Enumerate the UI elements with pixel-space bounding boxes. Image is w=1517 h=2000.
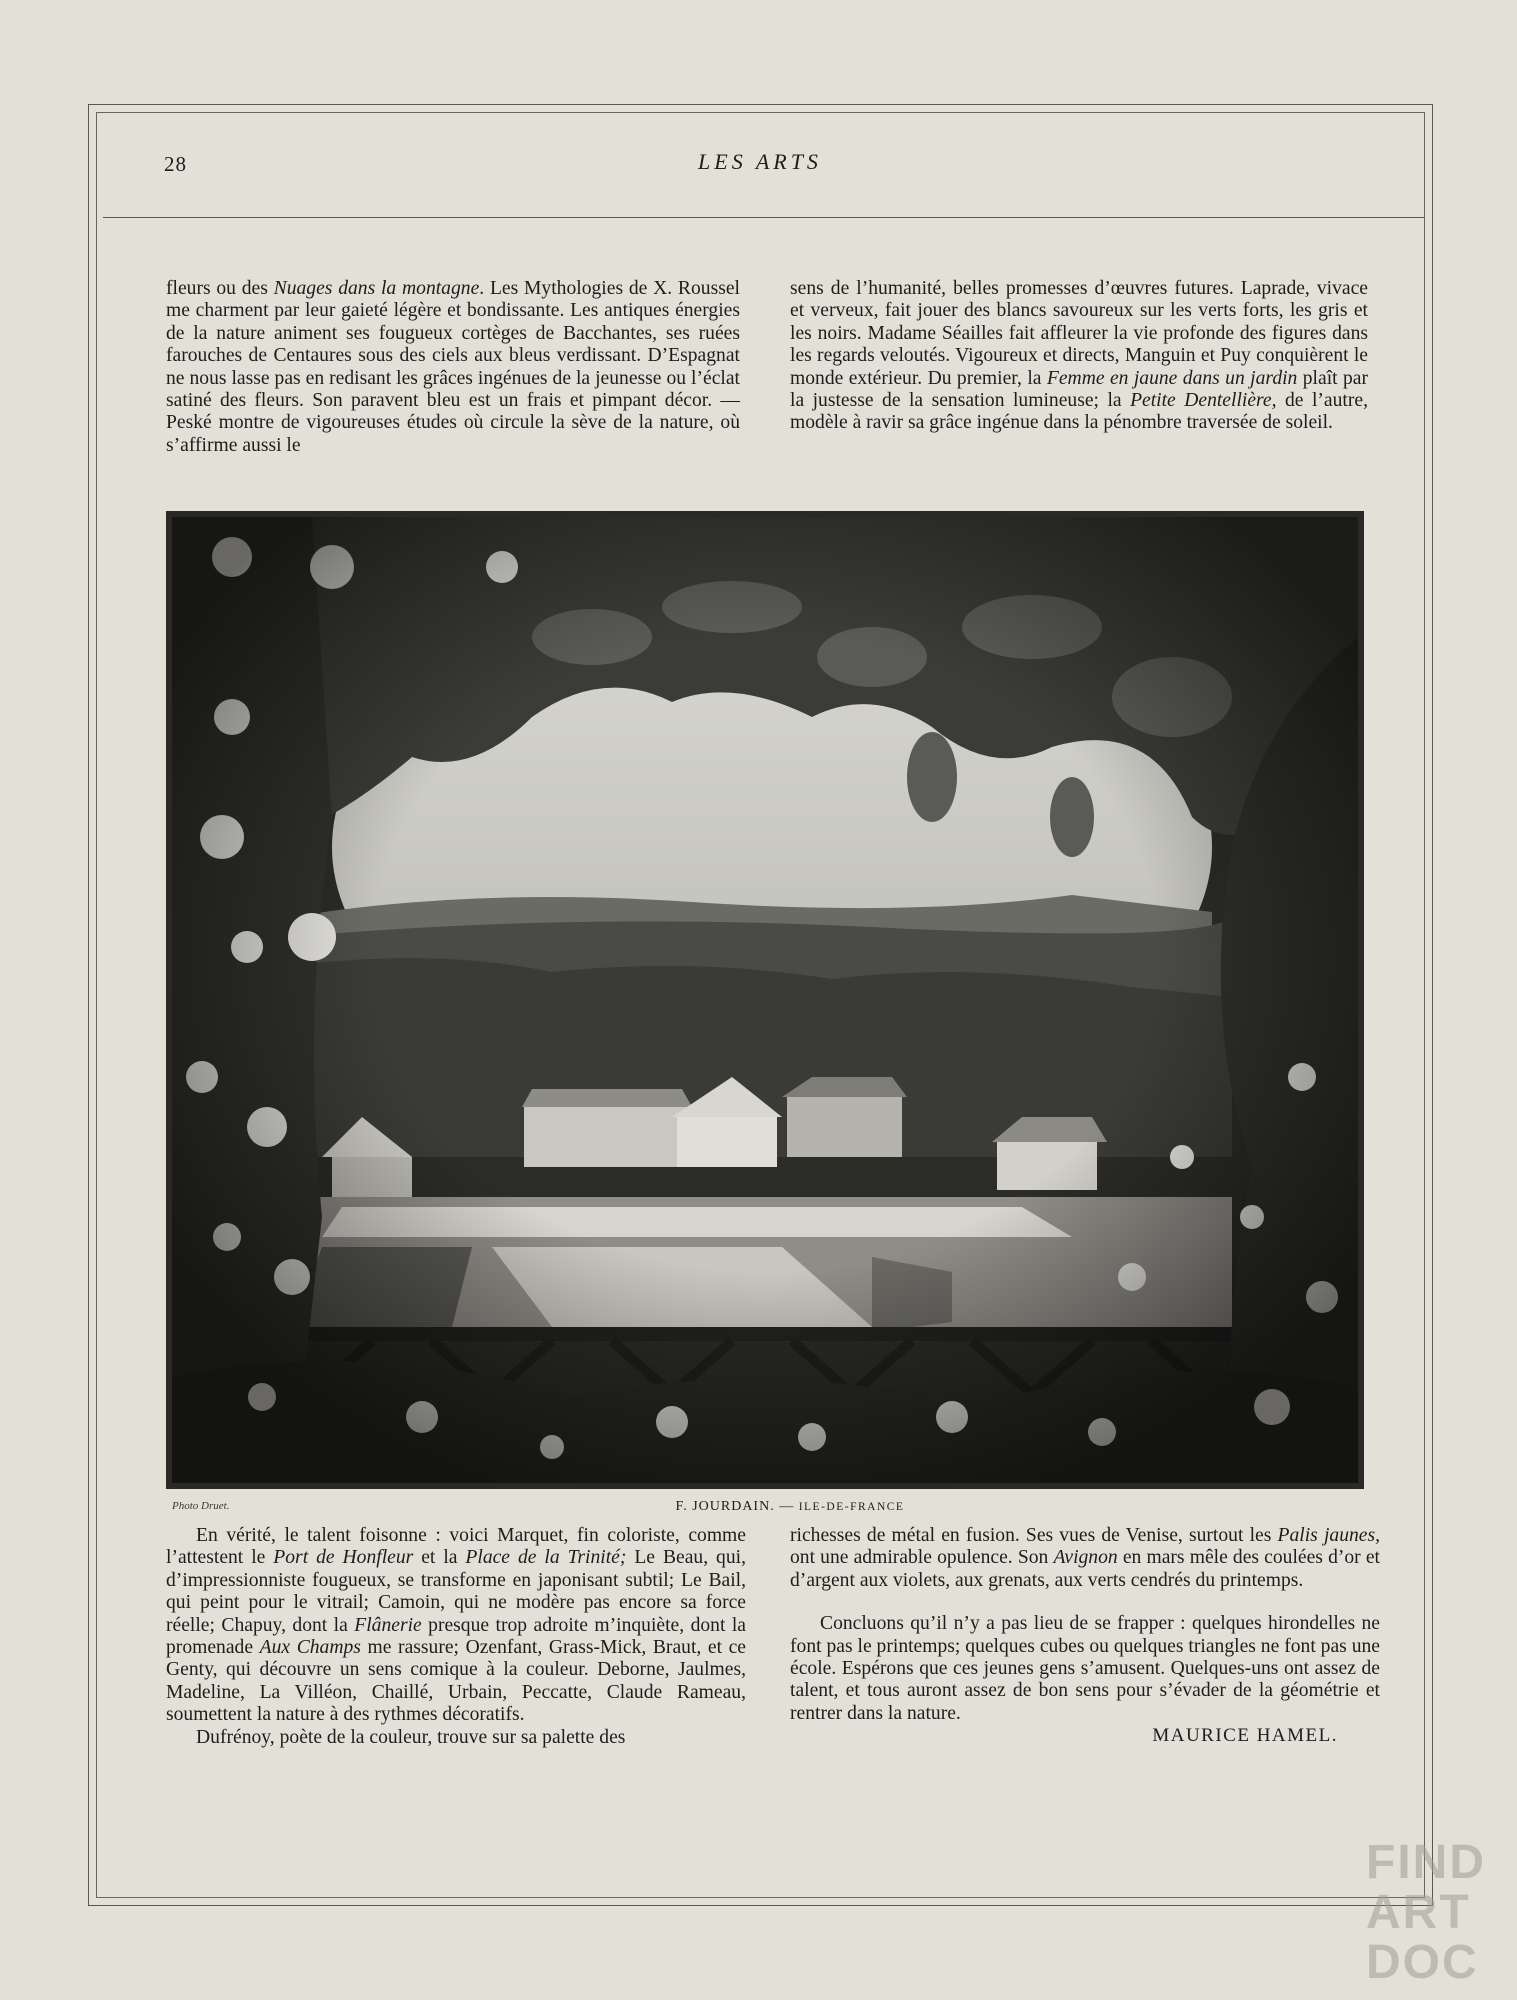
italic-title: Place de la Trinité;	[465, 1547, 627, 1569]
italic-title: Palis jaunes,	[1277, 1525, 1381, 1546]
text-run: . Les Mythologies de X. Roussel me charment par leur gaieté légère et bondissante. Les antiques énergies de la nature animent ses fougueux cortèges de Bacchantes, ses ruées farouches de Centaures sous des ciels aux bleus verdissant. D’Espagnat ne nous lasse pas en redisant les grâces ingénues de la jeunesse ou l’éclat satiné des fleurs. Son paravent bleu est un frais et pimpant décor. — Peské montre de vigoureuses études où circule la sève de la nature, où s’affirme aussi le	[166, 278, 740, 456]
paragraph	[166, 1525, 746, 1727]
photo-credit: Photo Druet.	[172, 1500, 230, 1512]
author-signature: MAURICE HAMEL.	[1152, 1725, 1338, 1747]
painting-ile-de-france-image	[172, 517, 1358, 1483]
watermark-line: FIND	[1366, 1836, 1486, 1889]
paragraph	[790, 278, 1368, 435]
italic-title: Aux Champs	[259, 1637, 361, 1659]
text-run: presque trop adroite m’inquiète, dont la promenade	[166, 1614, 746, 1659]
text-column-bottom-left	[166, 1525, 746, 1749]
paragraph: Dufrénoy, poète de la couleur, trouve sur sa palette des	[196, 1726, 626, 1748]
text-run: en mars mêle des coulées d’or et d’argent aux violets, aux grenats, aux verts cendrés du printemps.	[790, 1547, 1380, 1591]
figure-caption	[560, 1499, 1020, 1515]
text-run: richesses de métal en fusion. Ses vues de Venise, surtout les	[790, 1525, 1278, 1546]
text-run: fleurs ou des	[166, 278, 274, 299]
text-run: Le Beau, qui, d’impressionniste fougueux, se transforme en japonisant subtil; Le Bail, qui peint pour le vitrail; Camoin, qui ne modère pas encore sa force réelle; Chapuy, dont la	[166, 1547, 746, 1636]
watermark-line: ART	[1366, 1886, 1471, 1939]
italic-title: Flânerie	[354, 1614, 422, 1636]
header-rule	[103, 217, 1425, 218]
findartdoc-watermark	[1366, 1838, 1517, 2000]
text-run: de l’autre, modèle à ravir sa grâce ingénue dans la pénombre traversée de soleil.	[790, 390, 1368, 434]
text-column-bottom-right	[790, 1525, 1380, 1748]
painting-reproduction	[166, 511, 1364, 1489]
watermark-line: DOC	[1366, 1936, 1479, 1989]
italic-title: Petite Dentellière,	[1130, 390, 1277, 412]
text-run: et la	[413, 1547, 466, 1569]
paragraph: Concluons qu’il n’y a pas lieu de se frapper : quelques hirondelles ne font pas le printemps; quelques cubes ou quelques triangles ne font pas une école. Espérons que ces jeunes gens s’amusent. Quelques-uns ont assez de talent, et tous auront assez de bon sens pour s’évader de la géométrie et rentrer dans la nature.	[790, 1613, 1380, 1724]
text-run: En vérité, le talent foisonne : voici Marquet, fin coloriste, comme l’attestent le	[166, 1525, 746, 1569]
text-run: sens de l’humanité, belles promesses d’œuvres futures. Laprade, vivace et verveux, fait jouer des blancs savoureux sur les verts forts, les gris et les noirs. Madame Séailles fait affleurer la vie profonde des figures dans les regards veloutés. Vigoureux et directs, Manguin et Puy conquièrent le monde extérieur. Du premier, la	[790, 278, 1368, 389]
text-run: me rassure; Ozenfant, Grass-Mick, Braut, et ce Genty, qui découvre un sens comique à la couleur. Deborne, Jaulmes, Madeline, La Villéon, Chaillé, Urbain, Peccatte, Claude Rameau, soumettent la nature à des rythmes décoratifs.	[166, 1637, 746, 1726]
text-run: ont une admirable opulence. Son	[790, 1547, 1054, 1569]
italic-title: Femme en jaune dans un jardin	[1046, 367, 1298, 389]
italic-title: Nuages dans la montagne	[273, 278, 480, 299]
text-column-top-right	[790, 278, 1368, 435]
text-column-top-left	[166, 278, 740, 457]
paragraph	[790, 1525, 1380, 1592]
text-run: plaît par la justesse de la sensation lumineuse; la	[790, 367, 1368, 412]
running-title: LES ARTS	[698, 149, 822, 174]
page-number: 28	[164, 152, 187, 176]
italic-title: Avignon	[1053, 1547, 1118, 1569]
caption-artist: F. JOURDAIN. —	[675, 1499, 799, 1514]
italic-title: Port de Honfleur	[273, 1547, 414, 1569]
caption-title: ILE-DE-FRANCE	[798, 1501, 905, 1513]
paragraph	[166, 278, 740, 457]
